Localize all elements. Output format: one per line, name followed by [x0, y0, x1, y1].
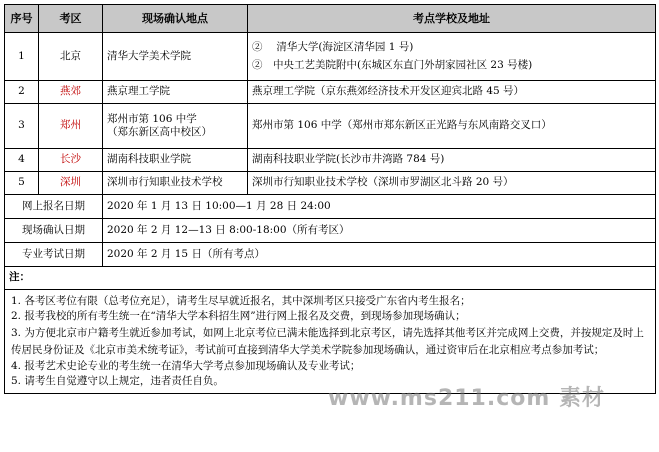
- note-item: 5. 请考生自觉遵守以上规定，违者责任自负。: [11, 374, 224, 387]
- exam-site-line: ② 中央工艺美院附中(东城区东直门外胡家园社区 23 号楼): [252, 58, 533, 71]
- row-confirm-location: [103, 104, 248, 149]
- row-area: 郑州: [39, 104, 103, 149]
- row-number: 3: [5, 104, 39, 149]
- schedule-row-exam: [5, 243, 656, 267]
- schedule-row-confirmation: [5, 219, 656, 243]
- schedule-value: 2020 年 2 月 12—13 日 8:00-18:00（所有考区）: [103, 219, 656, 243]
- notes-row: [5, 290, 656, 394]
- row-exam-sites: 湖南科技职业学院(长沙市井湾路 784 号): [248, 149, 656, 172]
- row-area: 长沙: [39, 149, 103, 172]
- table-header-row: [5, 5, 656, 33]
- row-number: 1: [5, 33, 39, 81]
- row-area: 燕郊: [39, 81, 103, 104]
- row-confirm-location: 燕京理工学院: [103, 81, 248, 104]
- note-item: 4. 报考艺术史论专业的考生统一在清华大学考点参加现场确认及专业考试；: [11, 359, 361, 372]
- row-area: 深圳: [39, 172, 103, 195]
- note-item: 3. 为方便北京市户籍考生就近参加考试，如网上北京考位已满未能选择到北京考区，请先选择其他考区并完成网上交费，并按规定及时上传居民身份证及《北京市美术统考证》，考试前可直接到清华大学美术学院参加现场确认，通过资审后在北京相应考点参加考试；: [11, 327, 644, 356]
- schedule-row-registration: [5, 195, 656, 219]
- note-item: 2. 报考我校的所有考生统一在“清华大学本科招生网”进行网上报名及交费，到现场参加现场确认；: [11, 310, 466, 323]
- row-confirm-location: 清华大学美术学院: [103, 33, 248, 81]
- row-exam-sites: 燕京理工学院（京东燕郊经济技术开发区迎宾北路 45 号）: [248, 81, 656, 104]
- note-item: 1. 各考区考位有限（总考位充足），请考生尽早就近报名，其中深圳考区只接受广东省内考生报名；: [11, 295, 471, 307]
- exam-site-line: ② 清华大学(海淀区清华园 1 号): [252, 41, 414, 54]
- exam-venue-table: [4, 4, 656, 394]
- confirm-line: （郑东新区高中校区）: [107, 126, 212, 138]
- notes-cell: [5, 290, 656, 394]
- row-confirm-location: 深圳市行知职业技术学校: [103, 172, 248, 195]
- schedule-value: 2020 年 2 月 15 日（所有考点）: [103, 243, 656, 267]
- table-row: [5, 149, 656, 172]
- table-row: [5, 81, 656, 104]
- row-number: 4: [5, 149, 39, 172]
- row-number: 5: [5, 172, 39, 195]
- table-row: [5, 172, 656, 195]
- header-area: 考区: [39, 5, 103, 33]
- header-serial: 序号: [5, 5, 39, 33]
- schedule-label: 专业考试日期: [5, 243, 103, 267]
- row-exam-sites: 郑州市第 106 中学（郑州市郑东新区正光路与东风南路交叉口）: [248, 104, 656, 149]
- row-confirm-location: 湖南科技职业学院: [103, 149, 248, 172]
- row-number: 2: [5, 81, 39, 104]
- row-exam-sites: 深圳市行知职业技术学校（深圳市罗湖区北斗路 20 号）: [248, 172, 656, 195]
- notes-header-row: [5, 267, 656, 290]
- header-exam-site: 考点学校及地址: [248, 5, 656, 33]
- table-row: [5, 33, 656, 81]
- row-exam-sites: [248, 33, 656, 81]
- row-area: 北京: [39, 33, 103, 81]
- header-confirm-location: 现场确认地点: [103, 5, 248, 33]
- schedule-label: 现场确认日期: [5, 219, 103, 243]
- schedule-label: 网上报名日期: [5, 195, 103, 219]
- notes-title: 注：: [5, 267, 656, 290]
- table-row: [5, 104, 656, 149]
- schedule-value: 2020 年 1 月 13 日 10:00—1 月 28 日 24:00: [103, 195, 656, 219]
- site-watermark: www.ms211.com 素材: [328, 386, 605, 411]
- confirm-line: 郑州市第 106 中学: [107, 112, 197, 125]
